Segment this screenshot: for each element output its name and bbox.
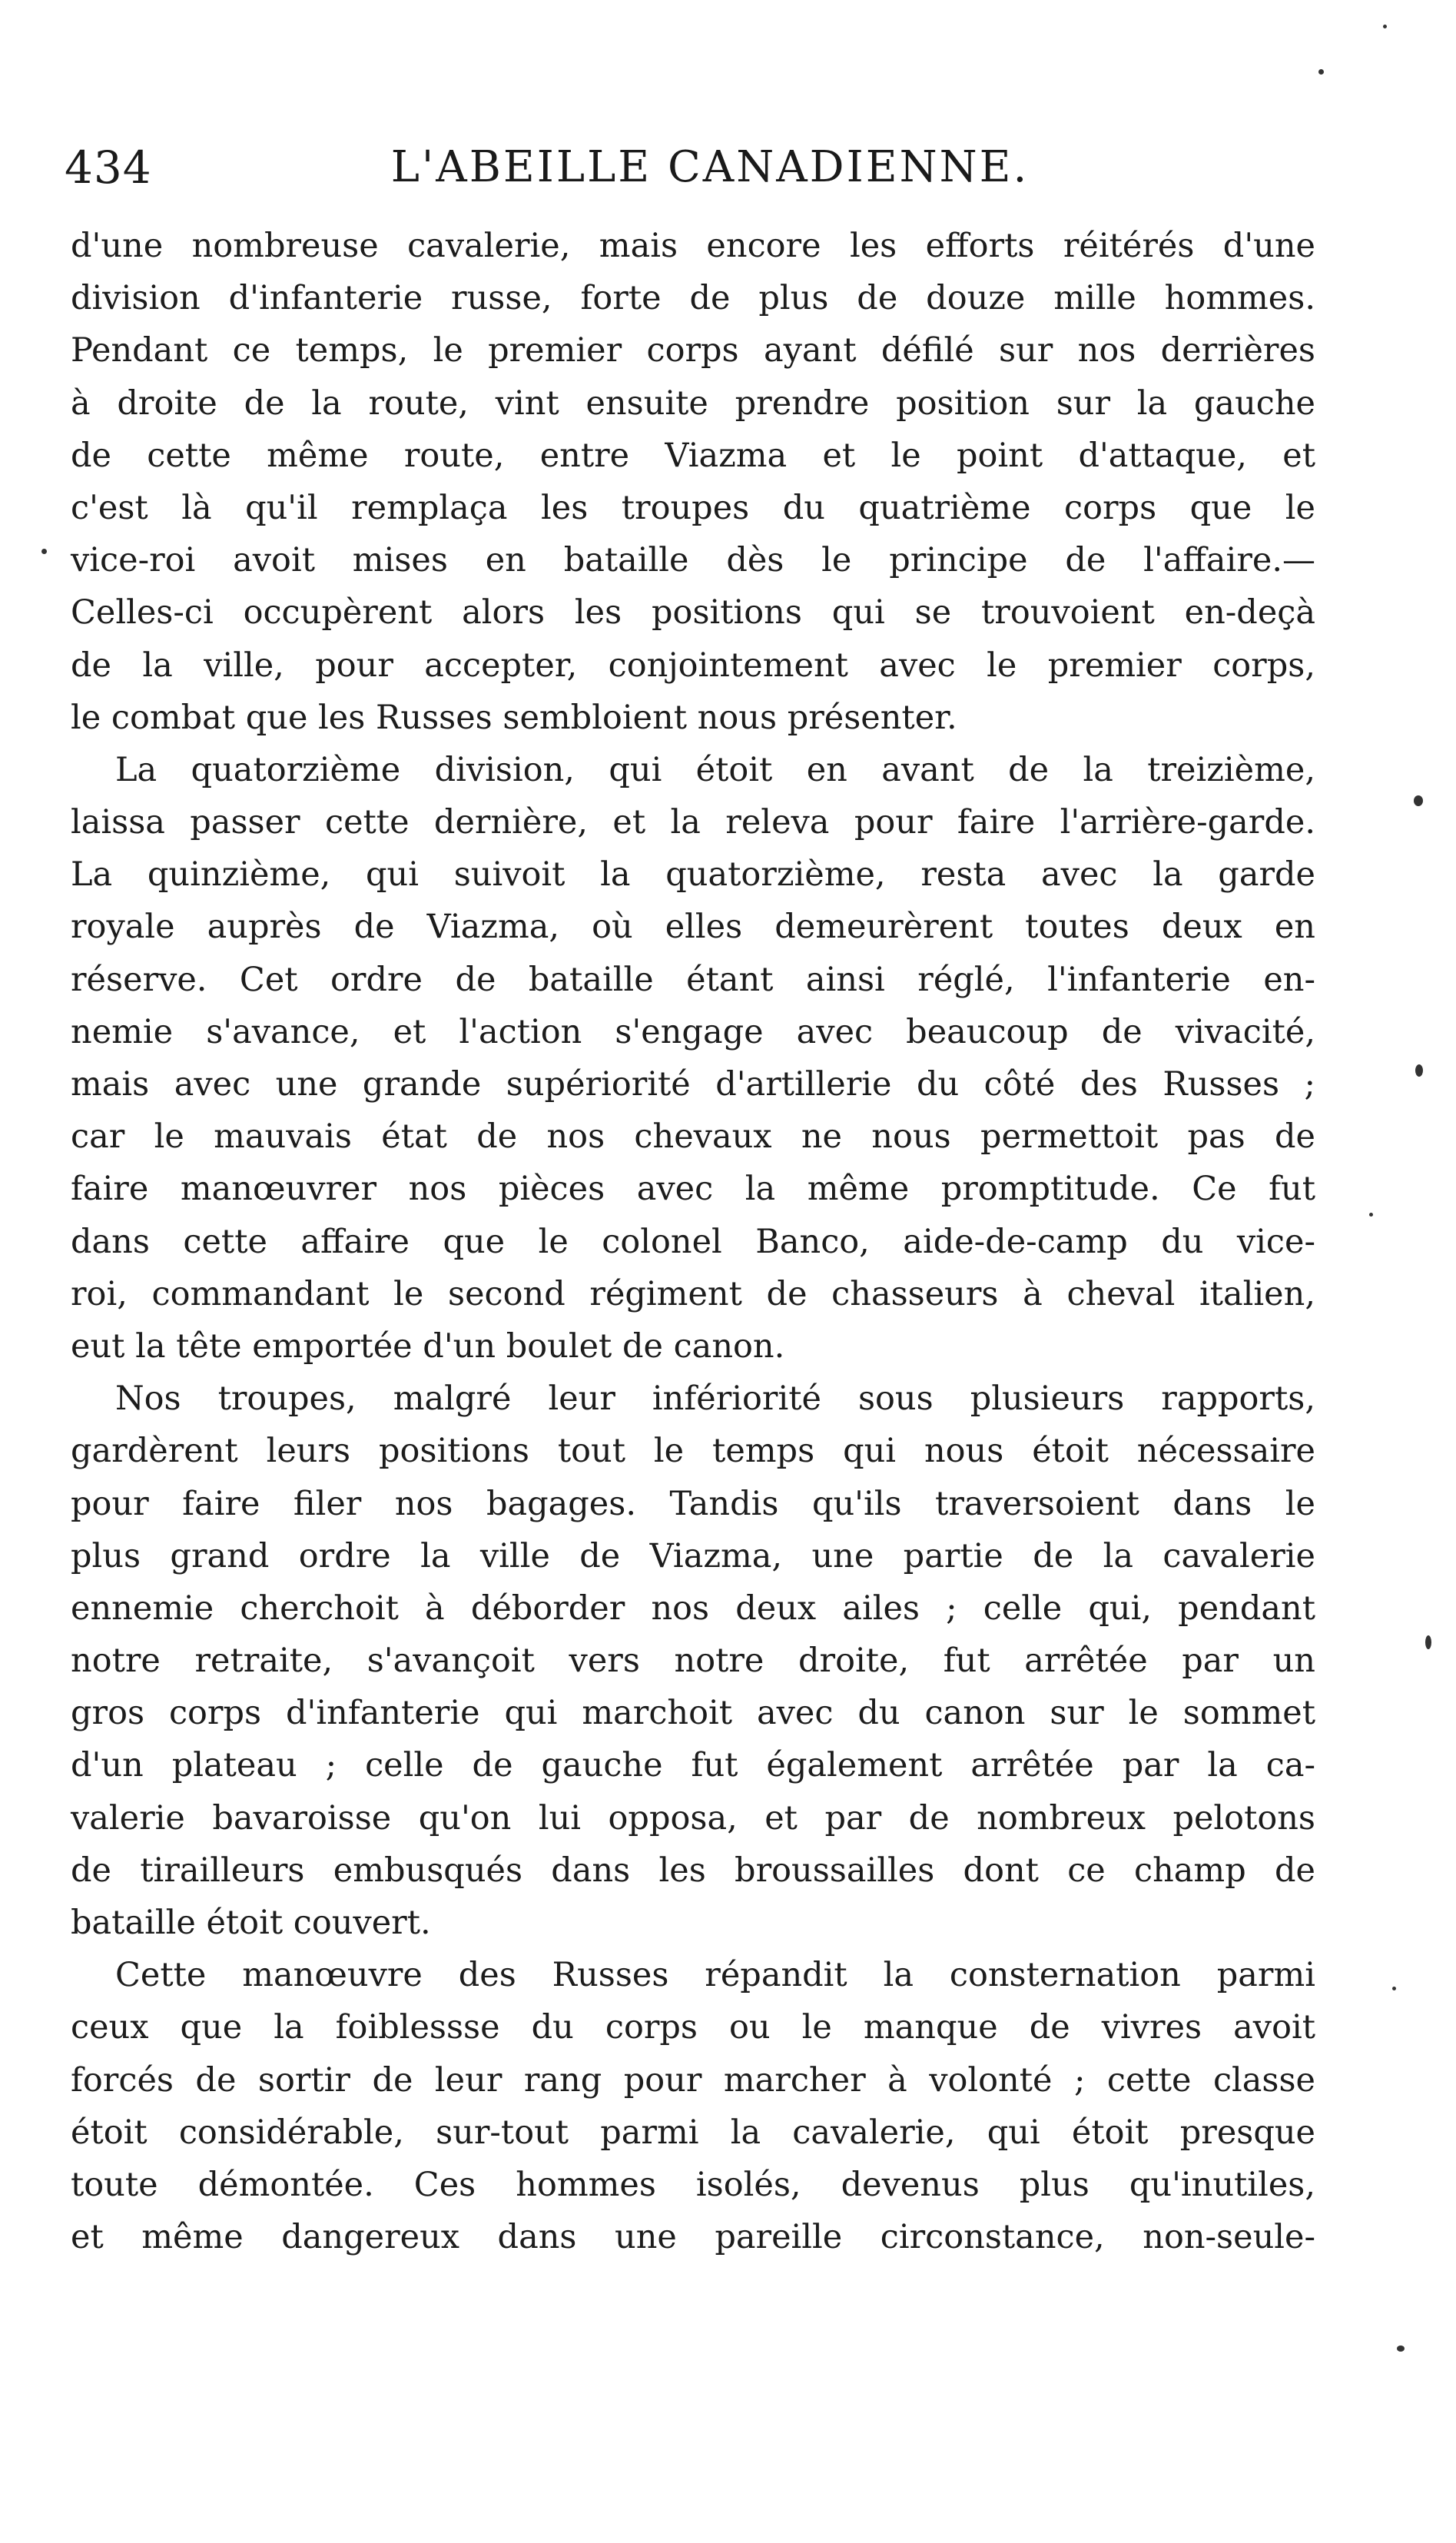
- text-line: car le mauvais état de nos chevaux ne nous permettoit pas de: [71, 1117, 1315, 1157]
- text-line: réserve. Cet ordre de bataille étant ainsi réglé, l'infanterie en-: [71, 960, 1315, 999]
- print-speck: [1397, 2345, 1405, 2352]
- running-title: L'ABEILLE CANADIENNE.: [390, 142, 1030, 192]
- text-line: c'est là qu'il remplaça les troupes du quatrième corps que le: [71, 488, 1315, 527]
- text-line: Celles-ci occupèrent alors les positions qui se trouvoient en-deçà: [71, 593, 1315, 632]
- print-speck: [41, 549, 47, 554]
- text-line: le combat que les Russes sembloient nous présenter.: [71, 698, 957, 737]
- text-line: La quinzième, qui suivoit la quatorzième, resta avec la garde: [71, 855, 1315, 895]
- text-line: et même dangereux dans une pareille circonstance, non-seule-: [71, 2218, 1315, 2257]
- print-speck: [1425, 1635, 1431, 1649]
- text-line: laissa passer cette dernière, et la releva pour faire l'arrière-garde.: [71, 803, 1315, 842]
- text-line: de cette même route, entre Viazma et le point d'attaque, et: [71, 436, 1315, 475]
- text-line: Cette manœuvre des Russes répandit la consternation parmi: [115, 1956, 1315, 1995]
- text-line: de tirailleurs embusqués dans les broussailles dont ce champ de: [71, 1851, 1315, 1890]
- text-line: notre retraite, s'avançoit vers notre droite, fut arrêtée par un: [71, 1642, 1315, 1681]
- text-line: division d'infanterie russe, forte de plus de douze mille hommes.: [71, 279, 1315, 318]
- text-line: pour faire filer nos bagages. Tandis qu'ils traversoient dans le: [71, 1484, 1315, 1523]
- page-number: 434: [65, 141, 152, 194]
- text-line: toute démontée. Ces hommes isolés, devenus plus qu'inutiles,: [71, 2165, 1315, 2204]
- text-line: La quatorzième division, qui étoit en avant de la treizième,: [115, 750, 1315, 789]
- text-line: bataille étoit couvert.: [71, 1904, 431, 1942]
- print-speck: [1415, 1064, 1423, 1077]
- text-line: nemie s'avance, et l'action s'engage avec beaucoup de vivacité,: [71, 1012, 1315, 1051]
- text-line: d'une nombreuse cavalerie, mais encore les efforts réitérés d'une: [71, 227, 1315, 265]
- text-line: Nos troupes, malgré leur infériorité sous plusieurs rapports,: [115, 1379, 1315, 1419]
- text-line: d'un plateau ; celle de gauche fut également arrêtée par la ca-: [71, 1746, 1315, 1785]
- print-speck: [1383, 25, 1387, 28]
- text-line: valerie bavaroisse qu'on lui opposa, et par de nombreux pelotons: [71, 1798, 1315, 1838]
- text-line: mais avec une grande supériorité d'artillerie du côté des Russes ;: [71, 1065, 1315, 1104]
- print-speck: [1369, 1213, 1373, 1217]
- body-text: [71, 220, 1315, 2263]
- text-line: dans cette affaire que le colonel Banco, aide-de-camp du vice-: [71, 1222, 1315, 1261]
- text-line: royale auprès de Viazma, où elles demeurèrent toutes deux en: [71, 908, 1315, 947]
- text-line: roi, commandant le second régiment de chasseurs à cheval italien,: [71, 1274, 1315, 1313]
- text-line: ceux que la foiblessse du corps ou le manque de vivres avoit: [71, 2008, 1315, 2047]
- text-line: ennemie cherchoit à déborder nos deux ailes ; celle qui, pendant: [71, 1589, 1315, 1628]
- text-line: à droite de la route, vint ensuite prendre position sur la gauche: [71, 383, 1315, 423]
- text-line: forcés de sortir de leur rang pour marcher à volonté ; cette classe: [71, 2060, 1315, 2100]
- text-line: faire manœuvrer nos pièces avec la même promptitude. Ce fut: [71, 1170, 1315, 1209]
- text-line: de la ville, pour accepter, conjointement avec le premier corps,: [71, 646, 1315, 685]
- print-speck: [1414, 795, 1423, 806]
- text-line: gros corps d'infanterie qui marchoit avec du canon sur le sommet: [71, 1694, 1315, 1733]
- text-line: plus grand ordre la ville de Viazma, une partie de la cavalerie: [71, 1536, 1315, 1575]
- print-speck: [1318, 69, 1324, 75]
- print-speck: [1392, 1987, 1396, 1990]
- text-line: gardèrent leurs positions tout le temps qui nous étoit nécessaire: [71, 1432, 1315, 1471]
- text-line: étoit considérable, sur-tout parmi la cavalerie, qui étoit presque: [71, 2113, 1315, 2152]
- text-line: Pendant ce temps, le premier corps ayant défilé sur nos derrières: [71, 331, 1315, 370]
- text-line: vice-roi avoit mises en bataille dès le principe de l'affaire.—: [71, 541, 1315, 580]
- text-line: eut la tête emportée d'un boulet de canon.: [71, 1326, 785, 1366]
- page-header: [65, 137, 1325, 206]
